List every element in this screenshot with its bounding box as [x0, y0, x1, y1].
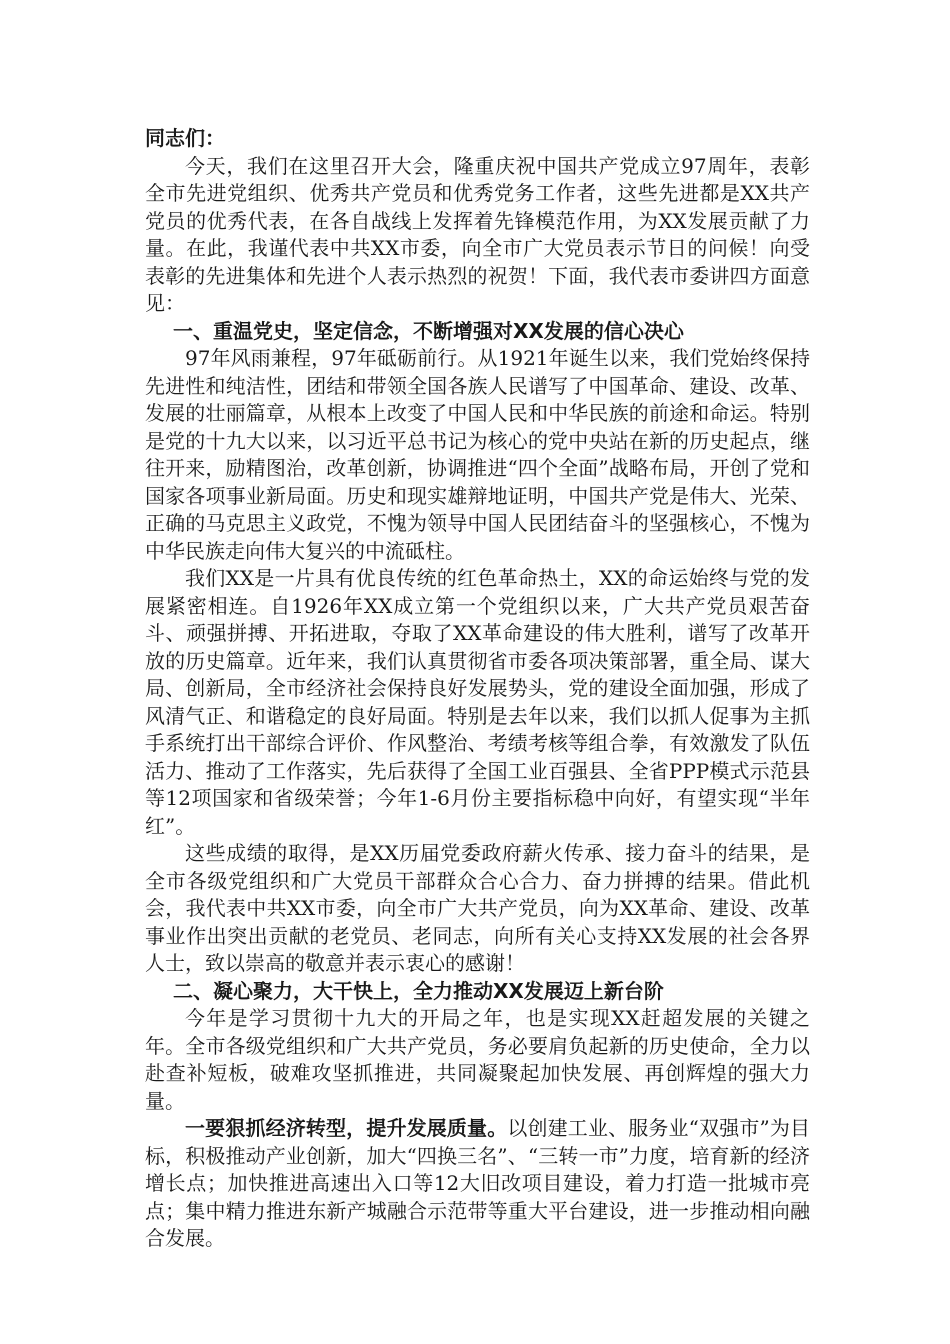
- paragraph-party-history: 97年风雨兼程，97年砥砺前行。从1921年诞生以来，我们党始终保持先进性和纯洁性，团结和带领全国各族人民谱写了中国革命、建设、改革、发展的壮丽篇章，从根本上改变了中国人民和中华民族的前途和命运。特别是党的十九大以来，以习近平总书记为核心的党中央站在新的历史起点，继往开来，励精图治，改革创新，协调推进“四个全面”战略布局，开创了党和国家各项事业新局面。历史和现实雄辩地证明，中国共产党是伟大、光荣、正确的马克思主义政党，不愧为领导中国人民团结奋斗的坚强核心，不愧为中华民族走向伟大复兴的中流砥柱。: [145, 346, 810, 563]
- paragraph-local-history: 我们XX是一片具有优良传统的红色革命热土，XX的命运始终与党的发展紧密相连。自1926年XX成立第一个党组织以来，广大共产党员艰苦奋斗、顽强拼搏、开拓进取，夺取了XX革命建设的伟大胜利，谱写了改革开放的历史篇章。近年来，我们认真贯彻省市委各项决策部署，重全局、谋大局、创新局，全市经济社会保持良好发展势头，党的建设全面加强，形成了风清气正、和谐稳定的良好局面。特别是去年以来，我们以抓人促事为主抓手系统打出干部综合评价、作风整治、考绩考核等组合拳，有效激发了队伍活力、推动了工作落实，先后获得了全国工业百强县、全省PPP模式示范县等12项国家和省级荣誉；今年1-6月份主要指标稳中向好，有望实现“半年红”。: [145, 566, 810, 838]
- paragraph-key-year: 今年是学习贯彻十九大的开局之年，也是实现XX赶超发展的关键之年。全市各级党组织和广大共产党员，务必要肩负起新的历史使命，全力以赴查补短板，破难攻坚抓推进，共同凝聚起加快发展、再创辉煌的强大力量。: [145, 1006, 810, 1113]
- paragraph-opening: 今天，我们在这里召开大会，隆重庆祝中国共产党成立97周年，表彰全市先进党组织、优秀共产党员和优秀党务工作者，这些先进都是XX共产党员的优秀代表，在各自战线上发挥着先锋模范作用，为XX发展贡献了力量。在此，我谨代表中共XX市委，向全市广大党员表示节日的问候！向受表彰的先进集体和先进个人表示热烈的祝贺！下面，我代表市委讲四方面意见：: [145, 153, 810, 315]
- paragraph-lead: 一要狠抓经济转型，提升发展质量。: [185, 1116, 508, 1140]
- paragraph-economic-transformation: [145, 1115, 810, 1253]
- section-heading-2: 二、凝心聚力，大干快上，全力推动XX发展迈上新台阶: [173, 978, 664, 1003]
- salutation: 同志们：: [145, 126, 225, 150]
- paragraph-body: 以创建工业、服务业“双强市”为目标，积极推动产业创新，加大“四换三名”、“三转一市”力度，培育新的经济增长点；加快推进高速出入口等12大旧改项目建设，着力打造一批城市亮点；集中精力推进东新产城融合示范带等重大平台建设，进一步推动相向融合发展。: [145, 1116, 811, 1250]
- document-body: [145, 125, 810, 1253]
- section-heading-1: 一、重温党史，坚定信念，不断增强对XX发展的信心决心: [173, 318, 684, 343]
- paragraph-thanks: 这些成绩的取得，是XX历届党委政府薪火传承、接力奋斗的结果，是全市各级党组织和广大党员干部群众合心合力、奋力拼搏的结果。借此机会，我代表中共XX市委，向全市广大共产党员，向为XX革命、建设、改革事业作出突出贡献的老党员、老同志，向所有关心支持XX发展的社会各界人士，致以崇高的敬意并表示衷心的感谢！: [145, 841, 810, 975]
